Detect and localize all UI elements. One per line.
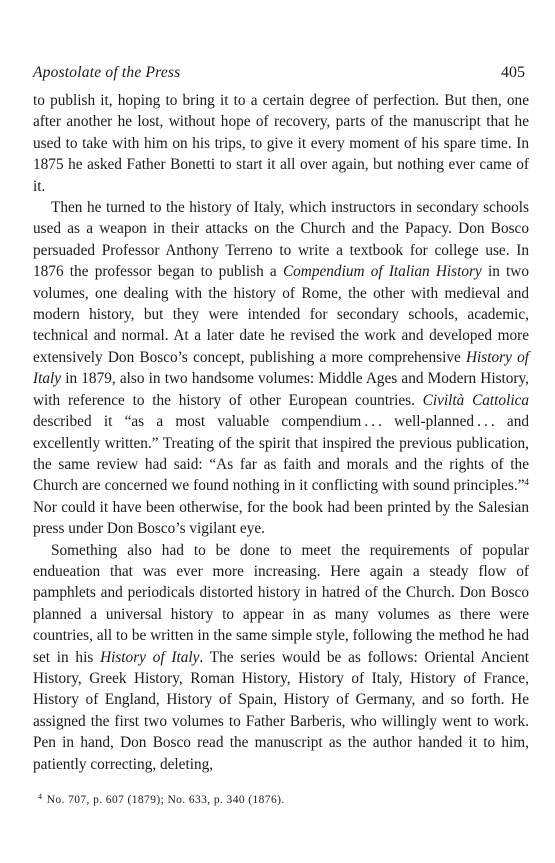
body-paragraph <box>33 540 529 775</box>
footnote-text: No. 707, p. 607 (1879); No. 633, p. 340 (1876). <box>46 794 285 806</box>
running-head <box>33 64 529 90</box>
body-paragraph <box>33 197 529 540</box>
italic-title: History of Italy <box>33 348 529 388</box>
italic-title: Compendium of Italian History <box>282 263 482 281</box>
text-run: in two volumes, one dealing with the history of Rome, the other with medieval and modern history, but they were intended for secondary schools, academic, technical and normal. At a later date he revised the work and developed more extensively Don Bosco’s concept, publishing a more comprehensive <box>33 263 529 366</box>
text-run: . The series would be as follows: Oriental Ancient History, Greek History, Roman History, History of Italy, History of France, History of England, History of Spain, History of Germany, and so forth. He assigned the first two volumes to Father Barberis, who willingly went to work. Pen in hand, Don Bosco read the manuscript as the author handed it to him, patiently correcting, deleting, <box>33 648 529 773</box>
footnote-marker: 4 <box>38 792 43 801</box>
italic-title: History of Italy <box>100 648 200 666</box>
text-run: in 1879, also in two handsome volumes: Middle Ages and Modern History, with reference to the history of other European countries. <box>33 370 529 409</box>
running-title: Apostolate of the Press <box>33 64 181 81</box>
text-run: Then he turned to the history of Italy, which instructors in secondary schools used as a weapon in their attacks on the Church and the Papacy. Don Bosco persuaded Professor Anthony Terreno to write a textbook for college use. In 1876 the professor began to publish a <box>33 199 529 281</box>
text-run: Something also had to be done to meet the requirements of popular endueation that was ever more increasing. Here again a steady flow of pamphlets and periodicals distorted history in hatred of the Church. Don Bosco planned a universal history to appear in as many volumes as there were countries, all to be written in the same simple style, following the method he had set in his <box>33 541 529 666</box>
text-run: to publish it, hoping to bring it to a certain degree of perfection. But then, one after another he lost, without hope of recovery, parts of the manuscript that he used to take with him on his trips, to give it every moment of his spare time. In 1875 he asked Father Bonetti to start it all over again, but nothing ever came of it. <box>33 92 529 195</box>
text-run: Nor could it have been otherwise, for the book had been printed by the Salesian press under Don Bosco’s vigilant eye. <box>33 498 529 538</box>
body-text <box>33 90 529 775</box>
footnote-reference: 4 <box>524 477 529 488</box>
body-paragraph <box>33 90 529 197</box>
footnote <box>33 792 529 806</box>
book-page <box>33 64 529 806</box>
italic-title: Civiltà Cattolica <box>422 391 530 409</box>
text-run: described it “as a most valuable compendium . . . well-planned . . . and excellently written.” Treating of the spirit that inspired the previous publication, the same review had said: “As far as faith and morals and the rights of the Church are concerned we found nothing in it conflicting with sound principles.” <box>33 413 529 495</box>
page-number: 405 <box>501 64 525 81</box>
